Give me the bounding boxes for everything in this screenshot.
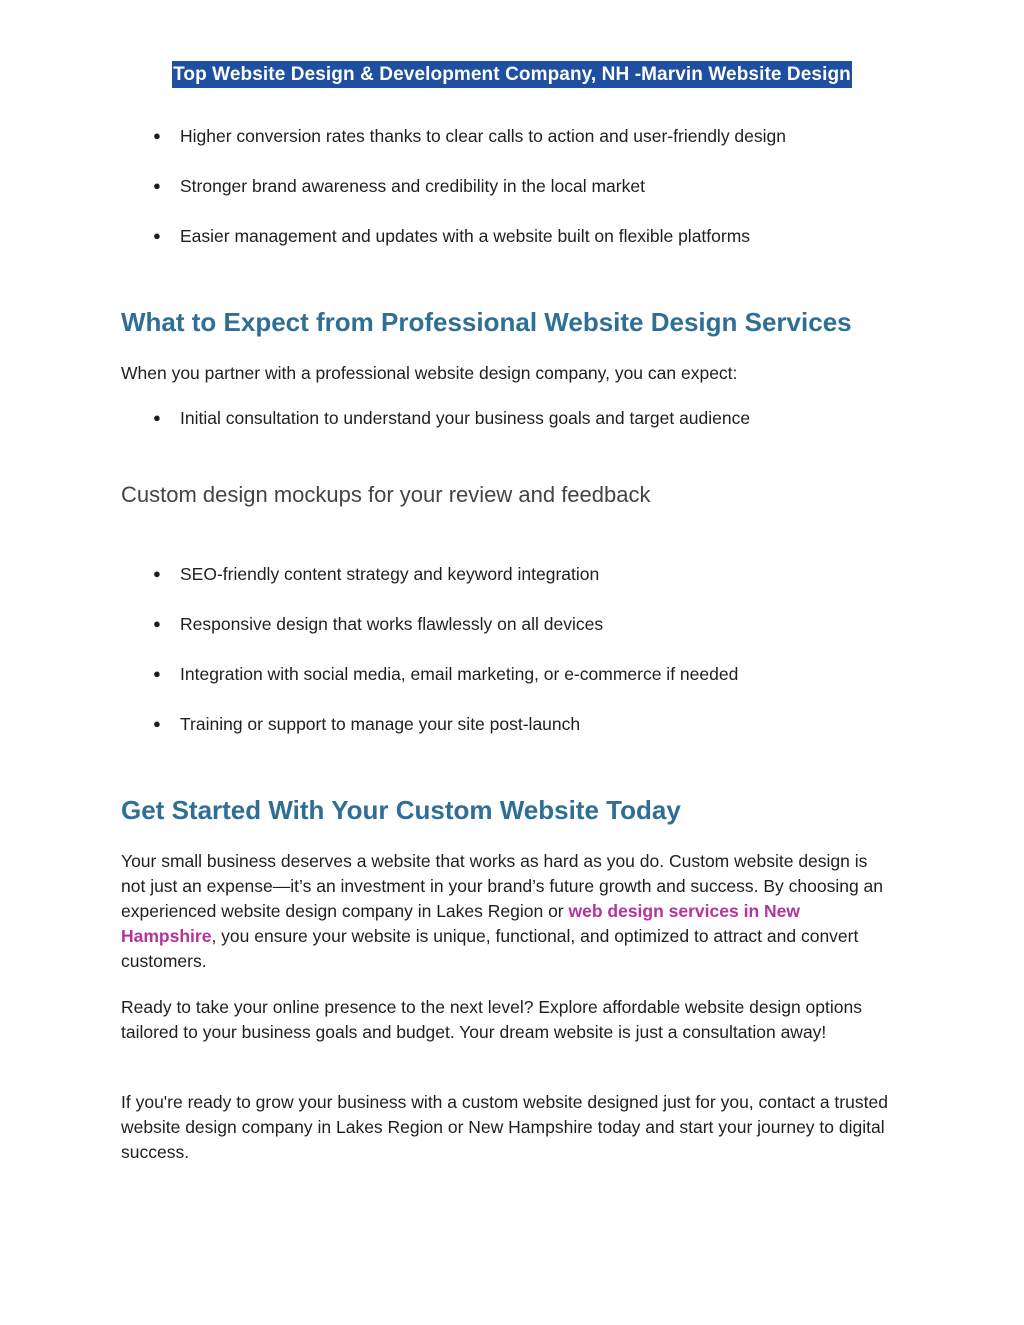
page-title-link[interactable]: Top Website Design & Development Company, NH -Marvin Website Design [172, 61, 852, 88]
paragraph-ready: Ready to take your online presence to the next level? Explore affordable website design options tailored to your business goals and budget. Your dream website is just a consultation away! [121, 997, 862, 1042]
expect-first-list-block [121, 406, 901, 430]
list-item [121, 562, 901, 586]
benefits-list-block [121, 124, 901, 248]
section-heading-expect: What to Expect from Professional Website Design Services [121, 307, 852, 337]
expect-intro-block [121, 361, 901, 386]
bullet-icon: ● [153, 128, 161, 143]
list-item [121, 712, 901, 736]
list-item-text: Easier management and updates with a website built on flexible platforms [180, 226, 751, 246]
expect-first-list [121, 406, 901, 430]
list-item [121, 612, 901, 636]
list-item [121, 174, 901, 198]
benefits-list [121, 124, 901, 248]
bullet-icon: ● [153, 716, 161, 731]
web-design-services-link[interactable]: web design services in New Hampshire [121, 901, 800, 946]
start-paragraph-1-block [121, 849, 896, 974]
start-heading-block [121, 793, 901, 827]
list-item-text: SEO-friendly content strategy and keyword integration [180, 564, 600, 584]
expect-intro-text: When you partner with a professional website design company, you can expect: [121, 363, 738, 383]
paragraph-contact: If you're ready to grow your business with a custom website designed just for you, contact a trusted website design company in Lakes Region or New Hampshire today and start your journey to digital success. [121, 1092, 888, 1162]
list-item-text: Initial consultation to understand your business goals and target audience [180, 408, 751, 428]
paragraph-text: , you ensure your website is unique, functional, and optimized to attract and convert customers. [121, 926, 859, 971]
bullet-icon: ● [153, 410, 161, 425]
start-paragraph-3-block [121, 1090, 891, 1165]
list-item-text: Responsive design that works flawlessly on all devices [180, 614, 604, 634]
list-item-text: Integration with social media, email marketing, or e-commerce if needed [180, 664, 739, 684]
paragraph-small-business [121, 849, 896, 974]
sub-heading-mockups: Custom design mockups for your review and feedback [121, 482, 651, 507]
expect-heading-block [121, 305, 901, 339]
expect-list [121, 562, 901, 736]
bullet-icon: ● [153, 228, 161, 243]
bullet-icon: ● [153, 178, 161, 193]
list-item-text: Training or support to manage your site post-launch [180, 714, 581, 734]
list-item [121, 124, 901, 148]
start-paragraph-2-block [121, 995, 891, 1045]
page-header [0, 61, 1024, 88]
expect-subheading-block [121, 480, 901, 510]
list-item-text: Stronger brand awareness and credibility in the local market [180, 176, 645, 196]
bullet-icon: ● [153, 566, 161, 581]
section-heading-get-started: Get Started With Your Custom Website Today [121, 795, 681, 825]
list-item [121, 662, 901, 686]
list-item [121, 224, 901, 248]
bullet-icon: ● [153, 616, 161, 631]
list-item [121, 406, 901, 430]
paragraph-text: Your small business deserves a website that works as hard as you do. Custom website design is not just an expense—it’s an investment in your brand’s future growth and success. By choosing an experienced website design company in Lakes Region or [121, 851, 884, 921]
list-item-text: Higher conversion rates thanks to clear calls to action and user-friendly design [180, 126, 787, 146]
expect-list-block [121, 562, 901, 736]
bullet-icon: ● [153, 666, 161, 681]
